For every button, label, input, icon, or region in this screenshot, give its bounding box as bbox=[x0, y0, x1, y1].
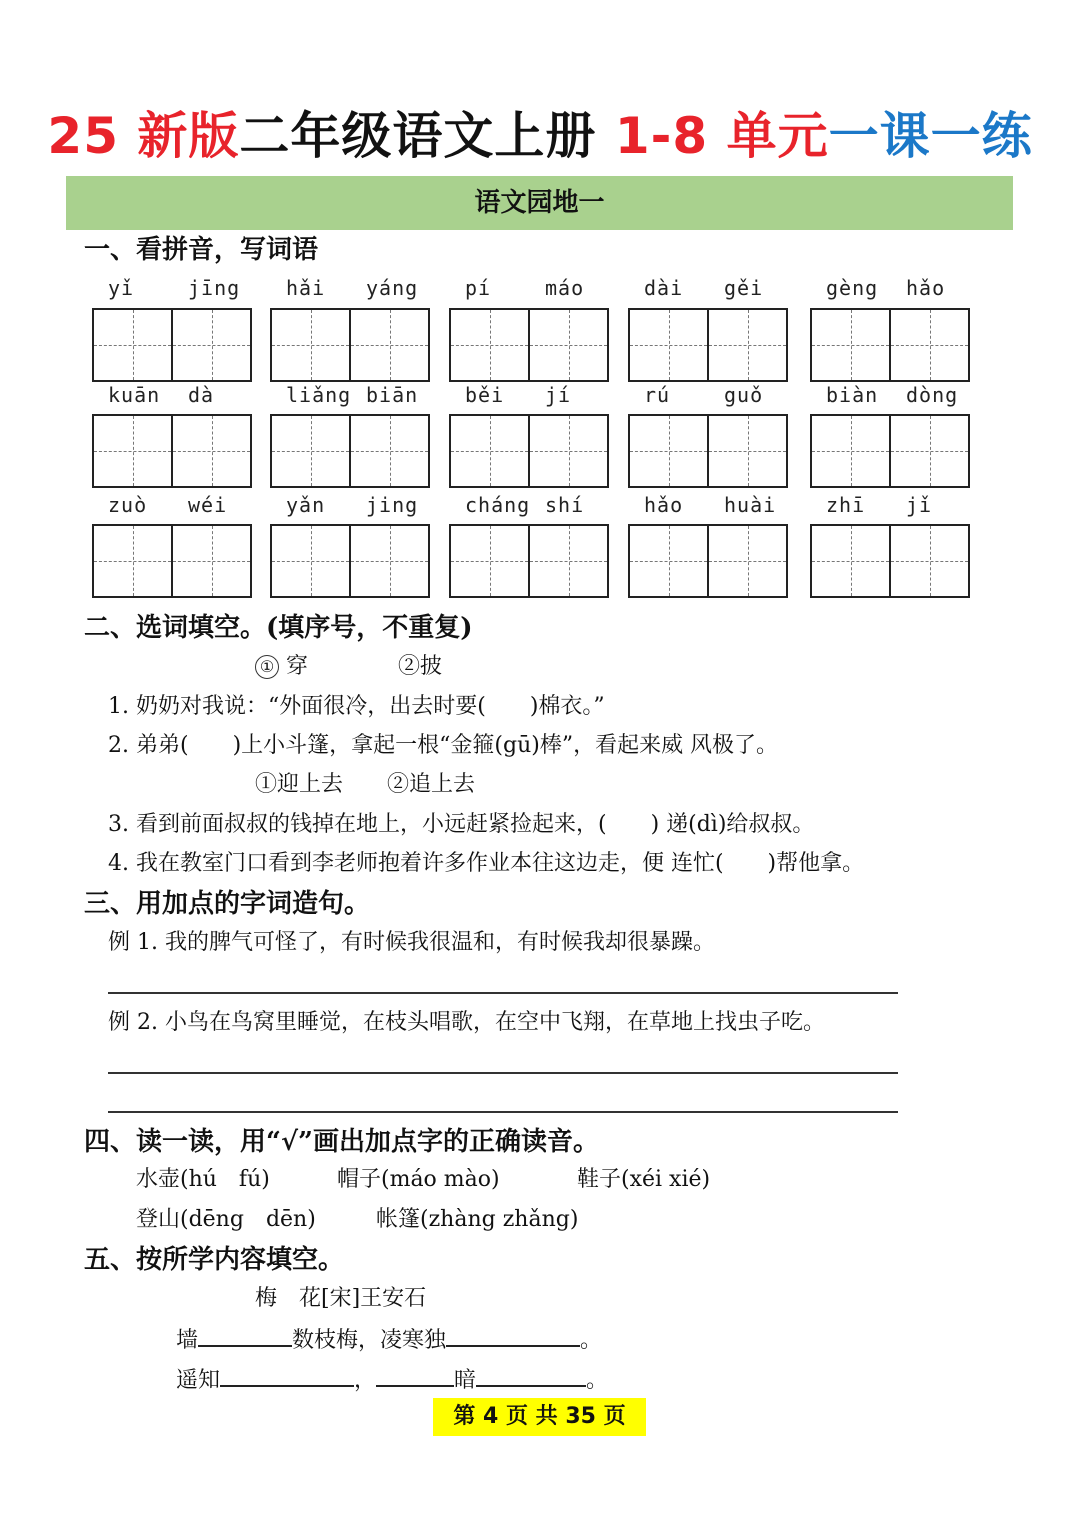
fill-blank[interactable] bbox=[446, 1323, 580, 1347]
tianzige-cell[interactable] bbox=[272, 416, 349, 486]
option-2: ②披 bbox=[398, 654, 443, 679]
writing-box-pair bbox=[92, 524, 252, 598]
tianzige-cell[interactable] bbox=[707, 526, 786, 596]
writing-box-pair bbox=[810, 414, 970, 488]
poem-title: 梅 花[宋]王安石 bbox=[255, 1286, 427, 1311]
q2-sentence-3: 3. 看到前面叔叔的钱掉在地上，小远赶紧捡起来，( ) 递(dì)给叔叔。 bbox=[108, 812, 815, 837]
pinyin-syllable: rú bbox=[644, 383, 671, 407]
poem-text: 遥知 bbox=[176, 1368, 221, 1393]
writing-box-pair bbox=[810, 524, 970, 598]
poem-text: 墙 bbox=[176, 1328, 199, 1353]
tianzige-cell[interactable] bbox=[812, 310, 889, 380]
pinyin-syllable: zuò bbox=[108, 493, 148, 517]
q2-sentence-1: 1. 奶奶对我说：“外面很冷，出去时要( )棉衣。” bbox=[108, 694, 605, 719]
title-part-3: 1-8 单元 bbox=[614, 107, 829, 165]
q4-item-5: 帐篷(zhàng zhǎng) bbox=[376, 1207, 579, 1232]
option-word-1: 穿 bbox=[286, 654, 309, 679]
q2-heading: 二、选词填空。(填序号，不重复) bbox=[84, 613, 473, 643]
title-part-2: 二年级语文上册 bbox=[239, 107, 615, 165]
q2-options-2: ①迎上去 ②追上去 bbox=[255, 772, 476, 797]
fill-blank[interactable] bbox=[376, 1363, 454, 1387]
pinyin-syllable: hǎo bbox=[906, 276, 946, 300]
pinyin-syllable: zhī bbox=[826, 493, 866, 517]
poem-text: 。 bbox=[586, 1368, 609, 1393]
tianzige-cell[interactable] bbox=[630, 416, 707, 486]
section-title-bar: 语文园地一 bbox=[66, 176, 1013, 230]
tianzige-cell[interactable] bbox=[94, 416, 171, 486]
tianzige-cell[interactable] bbox=[528, 526, 607, 596]
fill-blank[interactable] bbox=[476, 1363, 586, 1387]
option-circle-1: ① bbox=[255, 655, 279, 679]
poem-text: 数枝梅，凌寒独 bbox=[292, 1328, 447, 1353]
tianzige-cell[interactable] bbox=[812, 416, 889, 486]
pinyin-syllable: jing bbox=[366, 493, 419, 517]
poem-text: ， bbox=[354, 1368, 377, 1393]
pinyin-syllable: dà bbox=[188, 383, 215, 407]
tianzige-cell[interactable] bbox=[171, 526, 250, 596]
writing-box-pair bbox=[628, 414, 788, 488]
writing-box-pair bbox=[270, 414, 430, 488]
fill-blank[interactable] bbox=[220, 1363, 354, 1387]
tianzige-cell[interactable] bbox=[349, 526, 428, 596]
writing-box-pair bbox=[810, 308, 970, 382]
writing-box-pair bbox=[92, 414, 252, 488]
tianzige-cell[interactable] bbox=[451, 526, 528, 596]
pinyin-syllable: wéi bbox=[188, 493, 228, 517]
writing-box-pair bbox=[449, 524, 609, 598]
pinyin-syllable: shí bbox=[545, 493, 585, 517]
answer-line-3[interactable] bbox=[108, 1111, 898, 1113]
tianzige-cell[interactable] bbox=[889, 310, 968, 380]
tianzige-cell[interactable] bbox=[451, 310, 528, 380]
tianzige-cell[interactable] bbox=[889, 526, 968, 596]
answer-line-1[interactable] bbox=[108, 992, 898, 994]
q1-heading: 一、看拼音，写词语 bbox=[84, 235, 319, 265]
q3-example-2: 例 2. 小鸟在鸟窝里睡觉，在枝头唱歌，在空中飞翔，在草地上找虫子吃。 bbox=[108, 1010, 825, 1035]
pinyin-syllable: běi bbox=[465, 383, 505, 407]
tianzige-cell[interactable] bbox=[94, 526, 171, 596]
tianzige-cell[interactable] bbox=[528, 310, 607, 380]
tianzige-cell[interactable] bbox=[349, 310, 428, 380]
pinyin-syllable: pí bbox=[465, 276, 492, 300]
writing-box-pair bbox=[270, 524, 430, 598]
q2-sentence-4: 4. 我在教室门口看到李老师抱着许多作业本往这边走，便 连忙( )帮他拿。 bbox=[108, 851, 865, 876]
page-footer: 第 4 页 共 35 页 bbox=[433, 1398, 646, 1436]
tianzige-cell[interactable] bbox=[171, 310, 250, 380]
q4-item-1: 水壶(hú fú) bbox=[136, 1167, 270, 1192]
tianzige-cell[interactable] bbox=[451, 416, 528, 486]
pinyin-syllable: hǎo bbox=[644, 493, 684, 517]
q4-item-2: 帽子(máo mào) bbox=[337, 1167, 500, 1192]
title-part-4: 一课一练 bbox=[828, 107, 1033, 165]
tianzige-cell[interactable] bbox=[889, 416, 968, 486]
tianzige-cell[interactable] bbox=[94, 310, 171, 380]
fill-blank[interactable] bbox=[198, 1323, 292, 1347]
q2-sentence-2: 2. 弟弟( )上小斗篷，拿起一根“金箍(gū)棒”，看起来威 风极了。 bbox=[108, 733, 779, 758]
q3-heading: 三、用加点的字词造句。 bbox=[84, 889, 371, 919]
tianzige-cell[interactable] bbox=[272, 310, 349, 380]
tianzige-cell[interactable] bbox=[707, 416, 786, 486]
pinyin-syllable: huài bbox=[724, 493, 777, 517]
writing-box-pair bbox=[270, 308, 430, 382]
pinyin-syllable: yáng bbox=[366, 276, 419, 300]
q2-options-1 bbox=[255, 652, 442, 682]
title-part-1: 25 新版 bbox=[47, 107, 240, 165]
q4-item-3: 鞋子(xéi xié) bbox=[577, 1167, 711, 1192]
pinyin-syllable: máo bbox=[545, 276, 585, 300]
writing-box-pair bbox=[92, 308, 252, 382]
pinyin-syllable: gěi bbox=[724, 276, 764, 300]
pinyin-syllable: biàn bbox=[826, 383, 879, 407]
q5-heading: 五、按所学内容填空。 bbox=[84, 1245, 345, 1275]
pinyin-syllable: biān bbox=[366, 383, 419, 407]
writing-box-pair bbox=[628, 308, 788, 382]
pinyin-syllable: liǎng bbox=[286, 383, 352, 407]
pinyin-syllable: jǐ bbox=[906, 493, 933, 517]
q3-example-1: 例 1. 我的脾气可怪了，有时候我很温和，有时候我却很暴躁。 bbox=[108, 930, 715, 955]
page-title bbox=[0, 100, 1080, 172]
tianzige-cell[interactable] bbox=[707, 310, 786, 380]
pinyin-syllable: jí bbox=[545, 383, 572, 407]
writing-box-pair bbox=[449, 308, 609, 382]
answer-line-2[interactable] bbox=[108, 1072, 898, 1074]
tianzige-cell[interactable] bbox=[630, 310, 707, 380]
q4-heading: 四、读一读，用“√”画出加点字的正确读音。 bbox=[84, 1127, 599, 1157]
poem-text: 。 bbox=[580, 1328, 603, 1353]
pinyin-syllable: dòng bbox=[906, 383, 959, 407]
pinyin-syllable: dài bbox=[644, 276, 684, 300]
pinyin-syllable: gèng bbox=[826, 276, 879, 300]
pinyin-syllable: jīng bbox=[188, 276, 241, 300]
poem-line-1 bbox=[176, 1323, 602, 1356]
pinyin-syllable: kuān bbox=[108, 383, 161, 407]
tianzige-cell[interactable] bbox=[812, 526, 889, 596]
pinyin-syllable: cháng bbox=[465, 493, 531, 517]
writing-box-pair bbox=[628, 524, 788, 598]
tianzige-cell[interactable] bbox=[171, 416, 250, 486]
poem-line-2 bbox=[176, 1363, 608, 1396]
writing-box-pair bbox=[449, 414, 609, 488]
pinyin-syllable: yǎn bbox=[286, 493, 326, 517]
tianzige-cell[interactable] bbox=[630, 526, 707, 596]
tianzige-cell[interactable] bbox=[349, 416, 428, 486]
tianzige-cell[interactable] bbox=[272, 526, 349, 596]
pinyin-syllable: hǎi bbox=[286, 276, 326, 300]
q4-item-4: 登山(dēng dēn) bbox=[136, 1207, 316, 1232]
poem-text: 暗 bbox=[454, 1368, 477, 1393]
tianzige-cell[interactable] bbox=[528, 416, 607, 486]
pinyin-syllable: guǒ bbox=[724, 383, 764, 407]
pinyin-syllable: yǐ bbox=[108, 276, 135, 300]
